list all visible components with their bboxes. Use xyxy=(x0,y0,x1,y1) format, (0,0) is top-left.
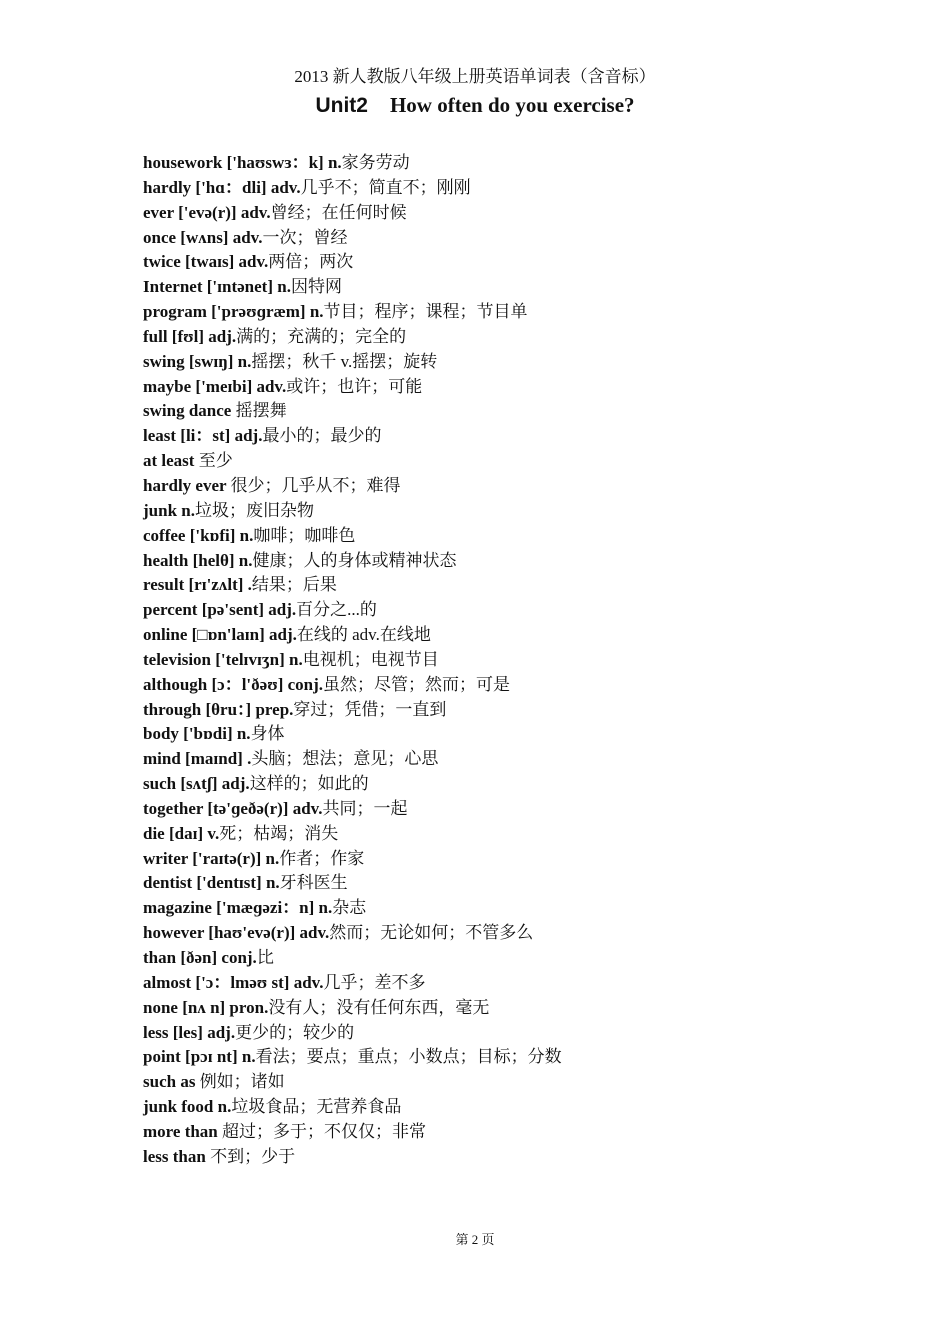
vocabulary-entry xyxy=(143,176,843,201)
entry-meaning: 不到；少于 xyxy=(210,1146,296,1166)
entry-headword: none [nʌ n] pron. xyxy=(143,997,269,1017)
entry-meaning: 电视机；电视节目 xyxy=(302,649,439,669)
entry-headword: health [helθ] n. xyxy=(143,550,253,570)
vocabulary-entry xyxy=(143,871,843,896)
entry-headword: junk n. xyxy=(143,500,195,520)
entry-meaning: 在线的 adv.在线地 xyxy=(296,625,431,645)
entry-meaning: 很少；几乎从不；难得 xyxy=(230,475,401,495)
entry-headword: such as xyxy=(143,1072,200,1092)
vocabulary-entry xyxy=(143,1021,843,1046)
vocabulary-entry xyxy=(143,772,843,797)
vocabulary-entry xyxy=(143,573,843,598)
entry-headword: point [pɔɪ nt] n. xyxy=(143,1047,256,1067)
vocabulary-entry xyxy=(143,896,843,921)
entry-headword: almost ['ɔ：lməʊ st] adv. xyxy=(143,972,324,992)
vocabulary-entry xyxy=(143,1145,843,1170)
entry-meaning: 或许；也许；可能 xyxy=(286,376,423,396)
entry-headword: housework ['haʊswɜ：k] n. xyxy=(143,153,342,172)
vocabulary-entry xyxy=(143,275,843,300)
entry-meaning: 杂志 xyxy=(332,898,367,918)
entry-meaning: 身体 xyxy=(250,724,285,744)
vocabulary-entry xyxy=(143,350,843,375)
entry-headword: maybe ['meɪbi] adv. xyxy=(143,376,287,396)
vocabulary-entry xyxy=(143,623,843,648)
entry-headword: through [θru：] prep. xyxy=(143,699,294,719)
entry-meaning: 结果；后果 xyxy=(251,575,337,595)
entry-meaning: 满的；充满的；完全的 xyxy=(236,326,407,346)
entry-meaning: 家务劳动 xyxy=(341,153,410,172)
entry-meaning: 至少 xyxy=(198,451,233,471)
vocabulary-entry xyxy=(143,1070,843,1095)
vocabulary-entry xyxy=(143,598,843,623)
entry-meaning: 垃圾食品；无营养食品 xyxy=(231,1097,402,1117)
vocabulary-entry xyxy=(143,847,843,872)
entry-headword: ever ['evə(r)] adv. xyxy=(143,202,271,222)
vocabulary-entry xyxy=(143,300,843,325)
vocabulary-entry xyxy=(143,1095,843,1120)
entry-headword: full [fʊl] adj. xyxy=(143,326,237,346)
vocabulary-entry xyxy=(143,722,843,747)
entry-headword: hardly ever xyxy=(143,475,231,495)
entry-meaning: 看法；要点；重点；小数点；目标；分数 xyxy=(255,1047,562,1067)
entry-headword: body ['bɒdi] n. xyxy=(143,724,251,744)
vocabulary-entry xyxy=(143,971,843,996)
document-title: 2013 新人教版八年级上册英语单词表（含音标） xyxy=(294,67,656,86)
entry-meaning: 牙科医生 xyxy=(279,873,348,893)
entry-headword: junk food n. xyxy=(143,1097,232,1117)
entry-headword: coffee ['kɒfi] n. xyxy=(143,525,254,545)
vocabulary-entry xyxy=(143,1045,843,1070)
vocabulary-entry xyxy=(143,250,843,275)
entry-headword: once [wʌns] adv. xyxy=(143,227,263,247)
entry-meaning: 健康；人的身体或精神状态 xyxy=(252,550,457,570)
vocabulary-entry xyxy=(143,226,843,251)
entry-meaning: 几乎不；简直不；刚刚 xyxy=(300,177,471,197)
entry-headword: more than xyxy=(143,1121,223,1141)
entry-meaning: 穿过；凭借；一直到 xyxy=(293,699,447,719)
vocabulary-entry xyxy=(143,747,843,772)
vocabulary-entry xyxy=(143,822,843,847)
entry-headword: writer ['raɪtə(r)] n. xyxy=(143,848,280,868)
entry-headword: however [haʊ'evə(r)] adv. xyxy=(143,923,330,943)
entry-headword: although [ɔ：l'ðəʊ] conj. xyxy=(143,674,324,694)
entry-headword: result [rɪ'zʌlt] . xyxy=(143,575,252,595)
entry-meaning: 更少的；较少的 xyxy=(235,1022,355,1042)
entry-headword: such [sʌtʃ] adj. xyxy=(143,774,250,794)
entry-headword: die [daɪ] v. xyxy=(143,823,220,843)
vocabulary-entry xyxy=(143,424,843,449)
vocabulary-entry xyxy=(143,1120,843,1145)
entry-headword: than [ðən] conj. xyxy=(143,948,257,967)
unit-label: Unit2 xyxy=(315,94,368,117)
vocabulary-entry xyxy=(143,499,843,524)
entry-headword: at least xyxy=(143,451,199,471)
vocabulary-list xyxy=(143,151,843,1170)
entry-meaning: 最小的；最少的 xyxy=(262,426,382,446)
vocabulary-entry xyxy=(143,375,843,400)
entry-headword: hardly ['hɑ：dli] adv. xyxy=(143,177,301,197)
entry-meaning: 几乎；差不多 xyxy=(323,972,426,992)
entry-meaning: 因特网 xyxy=(290,277,342,297)
entry-meaning: 这样的；如此的 xyxy=(249,774,369,794)
entry-meaning: 咖啡；咖啡色 xyxy=(253,525,356,545)
vocabulary-entry xyxy=(143,921,843,946)
entry-meaning: 摇摆舞 xyxy=(235,401,287,421)
vocabulary-entry xyxy=(143,474,843,499)
entry-headword: magazine ['mæɡəzi：n] n. xyxy=(143,898,333,918)
vocabulary-entry xyxy=(143,996,843,1021)
entry-meaning: 曾经；在任何时候 xyxy=(270,202,407,222)
vocabulary-entry xyxy=(143,449,843,474)
entry-meaning: 头脑；想法；意见；心思 xyxy=(251,749,439,769)
entry-meaning: 节目；程序；课程；节目单 xyxy=(323,302,528,322)
entry-meaning: 然而；无论如何；不管多么 xyxy=(329,923,534,943)
unit-question: How often do you exercise? xyxy=(389,93,635,117)
vocabulary-entry xyxy=(143,648,843,673)
entry-meaning: 死；枯竭；消失 xyxy=(219,823,339,843)
vocabulary-entry xyxy=(143,797,843,822)
entry-meaning: 作者；作家 xyxy=(279,848,365,868)
entry-meaning: 虽然；尽管；然而；可是 xyxy=(323,674,511,694)
entry-meaning: 例如；诸如 xyxy=(199,1072,285,1092)
vocabulary-entry xyxy=(143,946,843,971)
entry-headword: percent [pə'sent] adj. xyxy=(143,600,297,620)
vocabulary-entry xyxy=(143,201,843,226)
vocabulary-entry xyxy=(143,524,843,549)
vocabulary-entry xyxy=(143,399,843,424)
entry-meaning: 一次；曾经 xyxy=(262,227,348,247)
entry-headword: mind [maɪnd] . xyxy=(143,749,252,769)
entry-headword: program ['prəʊɡræm] n. xyxy=(143,302,324,322)
vocabulary-entry xyxy=(143,325,843,350)
entry-meaning: 摇摆；秋千 v.摇摆；旋转 xyxy=(251,351,438,371)
entry-headword: swing [swɪŋ] n. xyxy=(143,351,252,371)
page-number: 第 2 页 xyxy=(455,1232,495,1247)
entry-headword: twice [twaɪs] adv. xyxy=(143,252,269,272)
entry-meaning: 百分之...的 xyxy=(296,600,377,620)
entry-headword: least [li：st] adj. xyxy=(143,426,263,446)
entry-headword: swing dance xyxy=(143,401,236,421)
entry-headword: television ['telɪvɪʒn] n. xyxy=(143,649,303,669)
entry-headword: dentist ['dentɪst] n. xyxy=(143,873,280,893)
entry-meaning: 比 xyxy=(256,948,274,967)
entry-headword: online [□ɒn'laɪn] adj. xyxy=(143,625,297,645)
vocabulary-entry xyxy=(143,698,843,723)
entry-meaning: 两倍；两次 xyxy=(268,252,354,272)
entry-meaning: 垃圾；废旧杂物 xyxy=(194,500,314,520)
vocabulary-entry xyxy=(143,151,843,176)
entry-meaning: 超过；多于；不仅仅；非常 xyxy=(222,1121,427,1141)
entry-meaning: 共同；一起 xyxy=(322,798,408,818)
entry-headword: together [tə'ɡeðə(r)] adv. xyxy=(143,798,323,818)
entry-meaning: 没有人；没有任何东西，毫无 xyxy=(268,997,490,1017)
unit-heading xyxy=(0,91,950,120)
entry-headword: less [les] adj. xyxy=(143,1022,236,1042)
vocabulary-entry xyxy=(143,673,843,698)
entry-headword: less than xyxy=(143,1146,211,1166)
entry-headword: Internet ['ɪntənet] n. xyxy=(143,277,291,297)
vocabulary-entry xyxy=(143,549,843,574)
